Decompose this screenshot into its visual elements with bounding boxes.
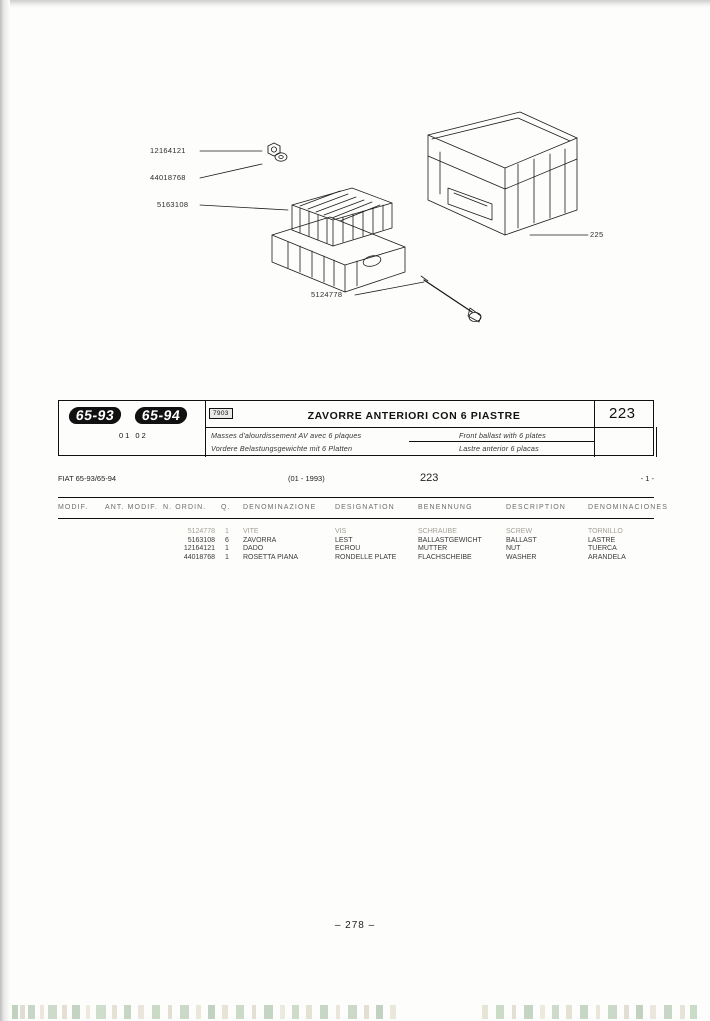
meta-model-line: FIAT 65-93/65-94: [58, 474, 117, 483]
meta-group-number: 223: [420, 472, 439, 484]
title-block-divider-3: [656, 427, 657, 457]
callout-label-5124778: 5124778: [311, 290, 343, 299]
cell-ordin: 44018768: [183, 553, 215, 561]
cell-description: WASHER: [506, 553, 537, 561]
meta-date: (01 - 1993): [288, 474, 325, 483]
title-block-hline-group: [594, 427, 653, 428]
col-header-denominazione: DENOMINAZIONE: [243, 504, 317, 511]
cell-ordin: 5124778: [187, 528, 215, 535]
assembly-block-drawing: [428, 112, 577, 235]
year-code-badge: 7903: [209, 408, 233, 419]
parts-table-body: [58, 528, 654, 562]
cell-denominazione: DADO: [243, 545, 264, 553]
scan-bottom-noise-artifact: [12, 1003, 698, 1019]
callout-label-225: 225: [590, 230, 604, 239]
cell-designation: RONDELLE PLATE: [335, 553, 397, 561]
cell-qty: 6: [225, 536, 229, 544]
cell-denominaciones: LASTRE: [588, 536, 616, 544]
title-block-hline-title: [205, 427, 594, 428]
title-block: [58, 400, 654, 456]
cell-denominaciones: TORNILLO: [588, 528, 623, 535]
table-column-headers: [58, 504, 668, 514]
title-block-subtitle-es: Lastre anterior 6 placas: [459, 444, 539, 453]
table-rule-top: [58, 497, 654, 498]
col-header-benennung: BENENNUNG: [418, 504, 473, 511]
table-row: [58, 545, 654, 554]
leader-line-screw: [355, 282, 424, 295]
table-row: [58, 528, 654, 537]
title-block-title: ZAVORRE ANTERIORI CON 6 PIASTRE: [307, 410, 521, 422]
col-header-denominaciones: DENOMINACIONES: [588, 504, 668, 511]
col-header-modif: MODIF.: [58, 504, 89, 511]
cell-description: SCREW: [506, 528, 533, 535]
scan-top-edge-artifact: [0, 0, 710, 8]
col-header-designation: DESIGNATION: [335, 504, 395, 511]
cell-denominaciones: ARANDELA: [588, 553, 626, 561]
ballast-stack-drawing: [272, 188, 405, 292]
cell-ordin: 5163108: [187, 536, 215, 544]
screw-rod-drawing: [421, 276, 481, 322]
model-badge-left: 65-93: [68, 407, 123, 424]
title-block-divider-1: [205, 401, 206, 457]
title-block-group-number: 223: [609, 405, 636, 422]
cell-denominazione: ROSETTA PIANA: [243, 553, 299, 561]
col-header-ordin: N. ORDIN.: [163, 504, 207, 511]
title-block-subtitle-de: Vordere Belastungsgewichte mit 6 Platten: [211, 444, 353, 453]
model-badge-right: 65-94: [134, 407, 189, 424]
cell-benennung: SCHRAUBE: [418, 528, 457, 535]
cell-designation: LEST: [335, 536, 353, 544]
cell-denominazione: VITE: [243, 528, 259, 535]
table-row: [58, 554, 654, 563]
title-block-subtitle-en: Front ballast with 6 plates: [459, 431, 546, 440]
cell-denominaciones: TUERCA: [588, 545, 617, 553]
title-block-divider-2: [594, 401, 595, 457]
sub-code-label: 01 02: [119, 431, 148, 440]
cell-qty: 1: [225, 528, 229, 535]
parts-diagram-svg: [0, 60, 710, 390]
callout-label-5163108: 5163108: [157, 200, 189, 209]
leader-line-ballast: [200, 205, 288, 210]
page-number: – 278 –: [334, 920, 376, 931]
title-block-subtitle-fr: Masses d'alourdissement AV avec 6 plaques: [211, 431, 362, 440]
leader-line-washer: [200, 164, 262, 178]
washer-part-drawing: [275, 153, 287, 161]
table-row: [58, 537, 654, 546]
nut-part-drawing: [268, 143, 280, 156]
cell-designation: VIS: [335, 528, 347, 535]
cell-ordin: 12164121: [183, 545, 215, 553]
cell-description: NUT: [506, 545, 521, 553]
table-meta-row: [58, 474, 654, 488]
cell-description: BALLAST: [506, 536, 537, 544]
cell-qty: 1: [225, 553, 229, 561]
cell-benennung: MUTTER: [418, 545, 448, 553]
cell-qty: 1: [225, 545, 229, 553]
meta-sheet-number: - 1 -: [640, 474, 654, 483]
col-header-description: DESCRIPTION: [506, 504, 566, 511]
cell-benennung: BALLASTGEWICHT: [418, 536, 482, 544]
callout-label-12164121: 12164121: [150, 146, 186, 155]
callout-label-44018768: 44018768: [150, 173, 186, 182]
exploded-parts-diagram: [0, 60, 710, 390]
col-header-ant-modif: ANT. MODIF.: [105, 504, 158, 511]
cell-designation: ECROU: [335, 545, 361, 553]
table-rule-under-headers: [58, 518, 654, 519]
col-header-q: Q.: [221, 504, 231, 511]
title-block-hline-sub: [409, 441, 594, 442]
cell-denominazione: ZAVORRA: [243, 536, 277, 544]
cell-benennung: FLACHSCHEIBE: [418, 553, 472, 561]
